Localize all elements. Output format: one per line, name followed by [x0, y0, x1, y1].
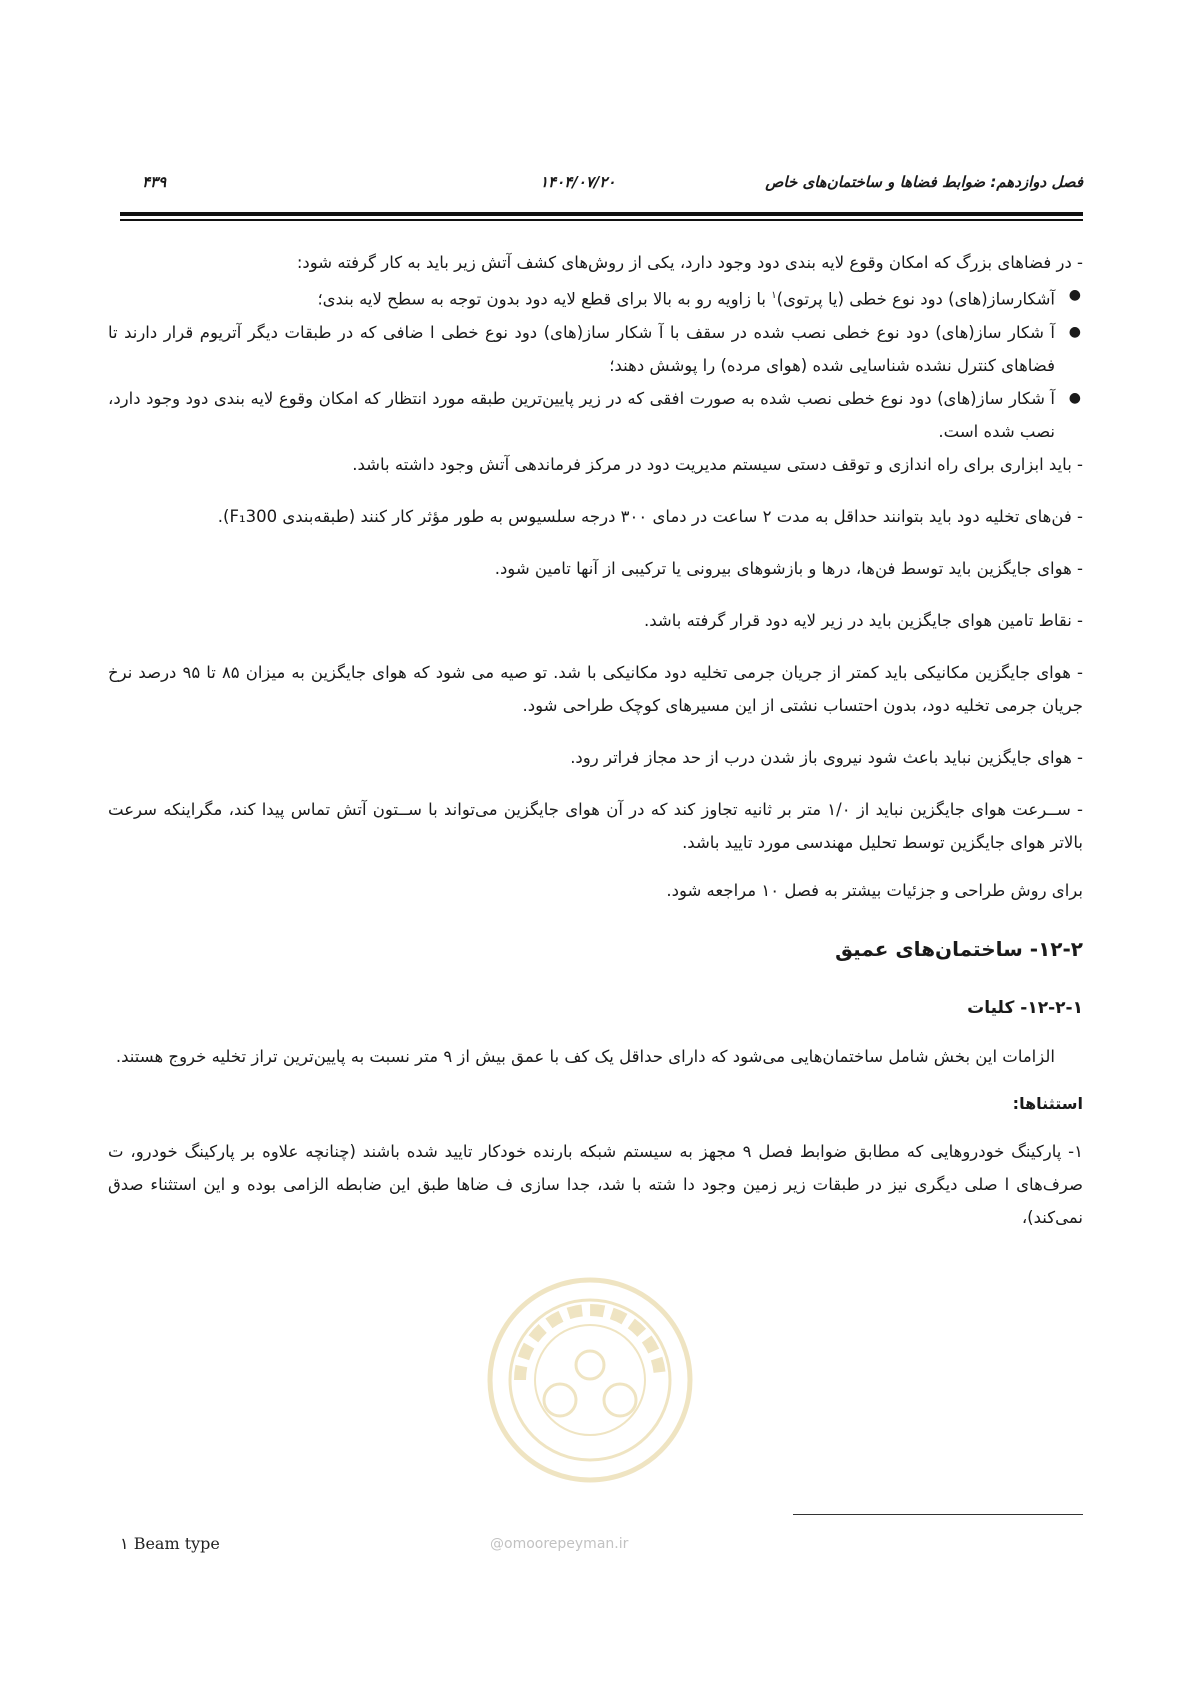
bullet-icon: ●	[1068, 323, 1081, 340]
footnote-text: Beam type	[133, 1534, 220, 1553]
fans-text: - فن‌های تخلیه دود باید بتوانند حداقل به مدت ۲ ساعت در دمای ۳۰۰ درجه سلسیوس به طور مؤثر کار کنند	[360, 506, 1083, 526]
list-item	[108, 382, 1083, 448]
page-header	[120, 173, 1083, 203]
paragraph-air-speed: - ســرعت هوای جایگزین نباید از ۱/۰ متر بر ثانیه تجاوز کند که در آن هوای جایگزین می‌تواند با ســتون آتش تماس پیدا کند، مگراینکه سرعت بالاتر هوای جایگزین توسط تحلیل مهندسی مورد تایید باشد.	[108, 799, 1083, 852]
chapter-title: فصل دوازدهم: ضوابط فضاها و ساختمان‌های خاص	[765, 173, 1083, 191]
intro-paragraph: - در فضاهای بزرگ که امکان وقوع لایه بندی دود وجود دارد، یکی از روش‌های کشف آتش زیر باید به کار گرفته شود:	[296, 253, 1083, 272]
header-date: ۱۴۰۴/۰۷/۲۰	[540, 173, 616, 191]
paragraph-scope: الزامات این بخش شامل ساختمان‌هایی می‌شود که دارای حداقل یک کف با عمق بیش از ۹ متر نسبت به پایین‌ترین تراز تخلیه خروج هستند.	[115, 1046, 1055, 1066]
bullet-text: آشکارساز(های) دود نوع خطی (یا پرتوی)	[776, 289, 1055, 309]
bullet-text: آ شکار ساز(های) دود نوع خطی نصب شده در سقف با آ شکار ساز(های) دود نوع خطی ا ضافی که در طبقات دیگر آتریوم قرار دارند تا فضاهای کنترل نشده شناسایی شده (هوای مرده) را پوشش دهند؛	[108, 322, 1055, 375]
fans-classification: (طبقه‌بندی F₁300).	[217, 506, 356, 526]
bullet-icon: ●	[1068, 287, 1081, 303]
section-heading: ۱۲-۲- ساختمان‌های عمیق	[835, 936, 1083, 961]
footnote	[120, 1534, 220, 1553]
paragraph-manual-control: - باید ابزاری برای راه اندازی و توقف دستی سیستم مدیریت دود در مرکز فرماندهی آتش وجود داشته باشد.	[352, 454, 1083, 474]
bullet-icon: ●	[1068, 389, 1081, 406]
header-rule-thin	[120, 219, 1083, 221]
list-item	[108, 279, 1083, 316]
exceptions-heading: استثناها:	[1012, 1093, 1083, 1113]
bullet-text-rest: با زاویه رو به بالا برای قطع لایه دود بدون توجه به سطح لایه بندی؛	[317, 289, 772, 309]
bullet-text: آ شکار ساز(های) دود نوع خطی نصب شده به صورت افقی که در زیر پایین‌ترین طبقه مورد انتظار که امکان وقوع لایه بندی دود وجود دارد، نصب شده است.	[108, 388, 1055, 441]
paragraph-fans	[108, 500, 1083, 533]
list-item	[108, 316, 1083, 382]
page-number: ۴۳۹	[142, 173, 167, 191]
subsection-heading: ۱۲-۲-۱- کلیات	[967, 997, 1083, 1018]
watermark-seal-icon	[480, 1270, 700, 1490]
paragraph-exception-1: ۱- پارکینگ خودروهایی که مطابق ضوابط فصل ۹ مجهز به سیستم شبکه بارنده خودکار تایید شده باشند (چنانچه علاوه بر پارکینگ خودرو، ت صرف‌های ا صلی دیگری نیز در طبقات زیر زمین وجود دا شته با شد، جدا سازی ف ضاها طبق این ضابطه الزامی بوده و این استثناء صدق نمی‌کند)،	[108, 1141, 1083, 1227]
paragraph-reference: برای روش طراحی و جزئیات بیشتر به فصل ۱۰ مراجعه شود.	[666, 880, 1083, 900]
footnote-number: ١	[120, 1534, 129, 1553]
paragraph-makeup-points: - نقاط تامین هوای جایگزین باید در زیر لایه دود قرار گرفته باشد.	[644, 610, 1083, 630]
header-rule-thick	[120, 212, 1083, 216]
paragraph-door-force: - هوای جایگزین نباید باعث شود نیروی باز شدن درب از حد مجاز فراتر رود.	[570, 747, 1083, 767]
body-text	[108, 246, 1083, 1234]
paragraph-makeup-source: - هوای جایگزین باید توسط فن‌ها، درها و بازشوهای بیرونی یا ترکیبی از آنها تامین شود.	[494, 558, 1083, 578]
watermark-site: @omoorepeyman.ir	[490, 1536, 629, 1552]
detection-methods-list	[108, 279, 1083, 448]
footnote-marker: ۱	[771, 290, 777, 301]
paragraph-makeup-mechanical: - هوای جایگزین مکانیکی باید کمتر از جریان جرمی تخلیه دود مکانیکی با شد. تو صیه می شود که هوای جایگزین به میزان ۸۵ تا ۹۵ درصد نرخ جریان جرمی تخلیه دود، بدون احتساب نشتی از این مسیرهای کوچک طراحی شود.	[108, 662, 1084, 715]
footnote-divider	[793, 1514, 1083, 1515]
